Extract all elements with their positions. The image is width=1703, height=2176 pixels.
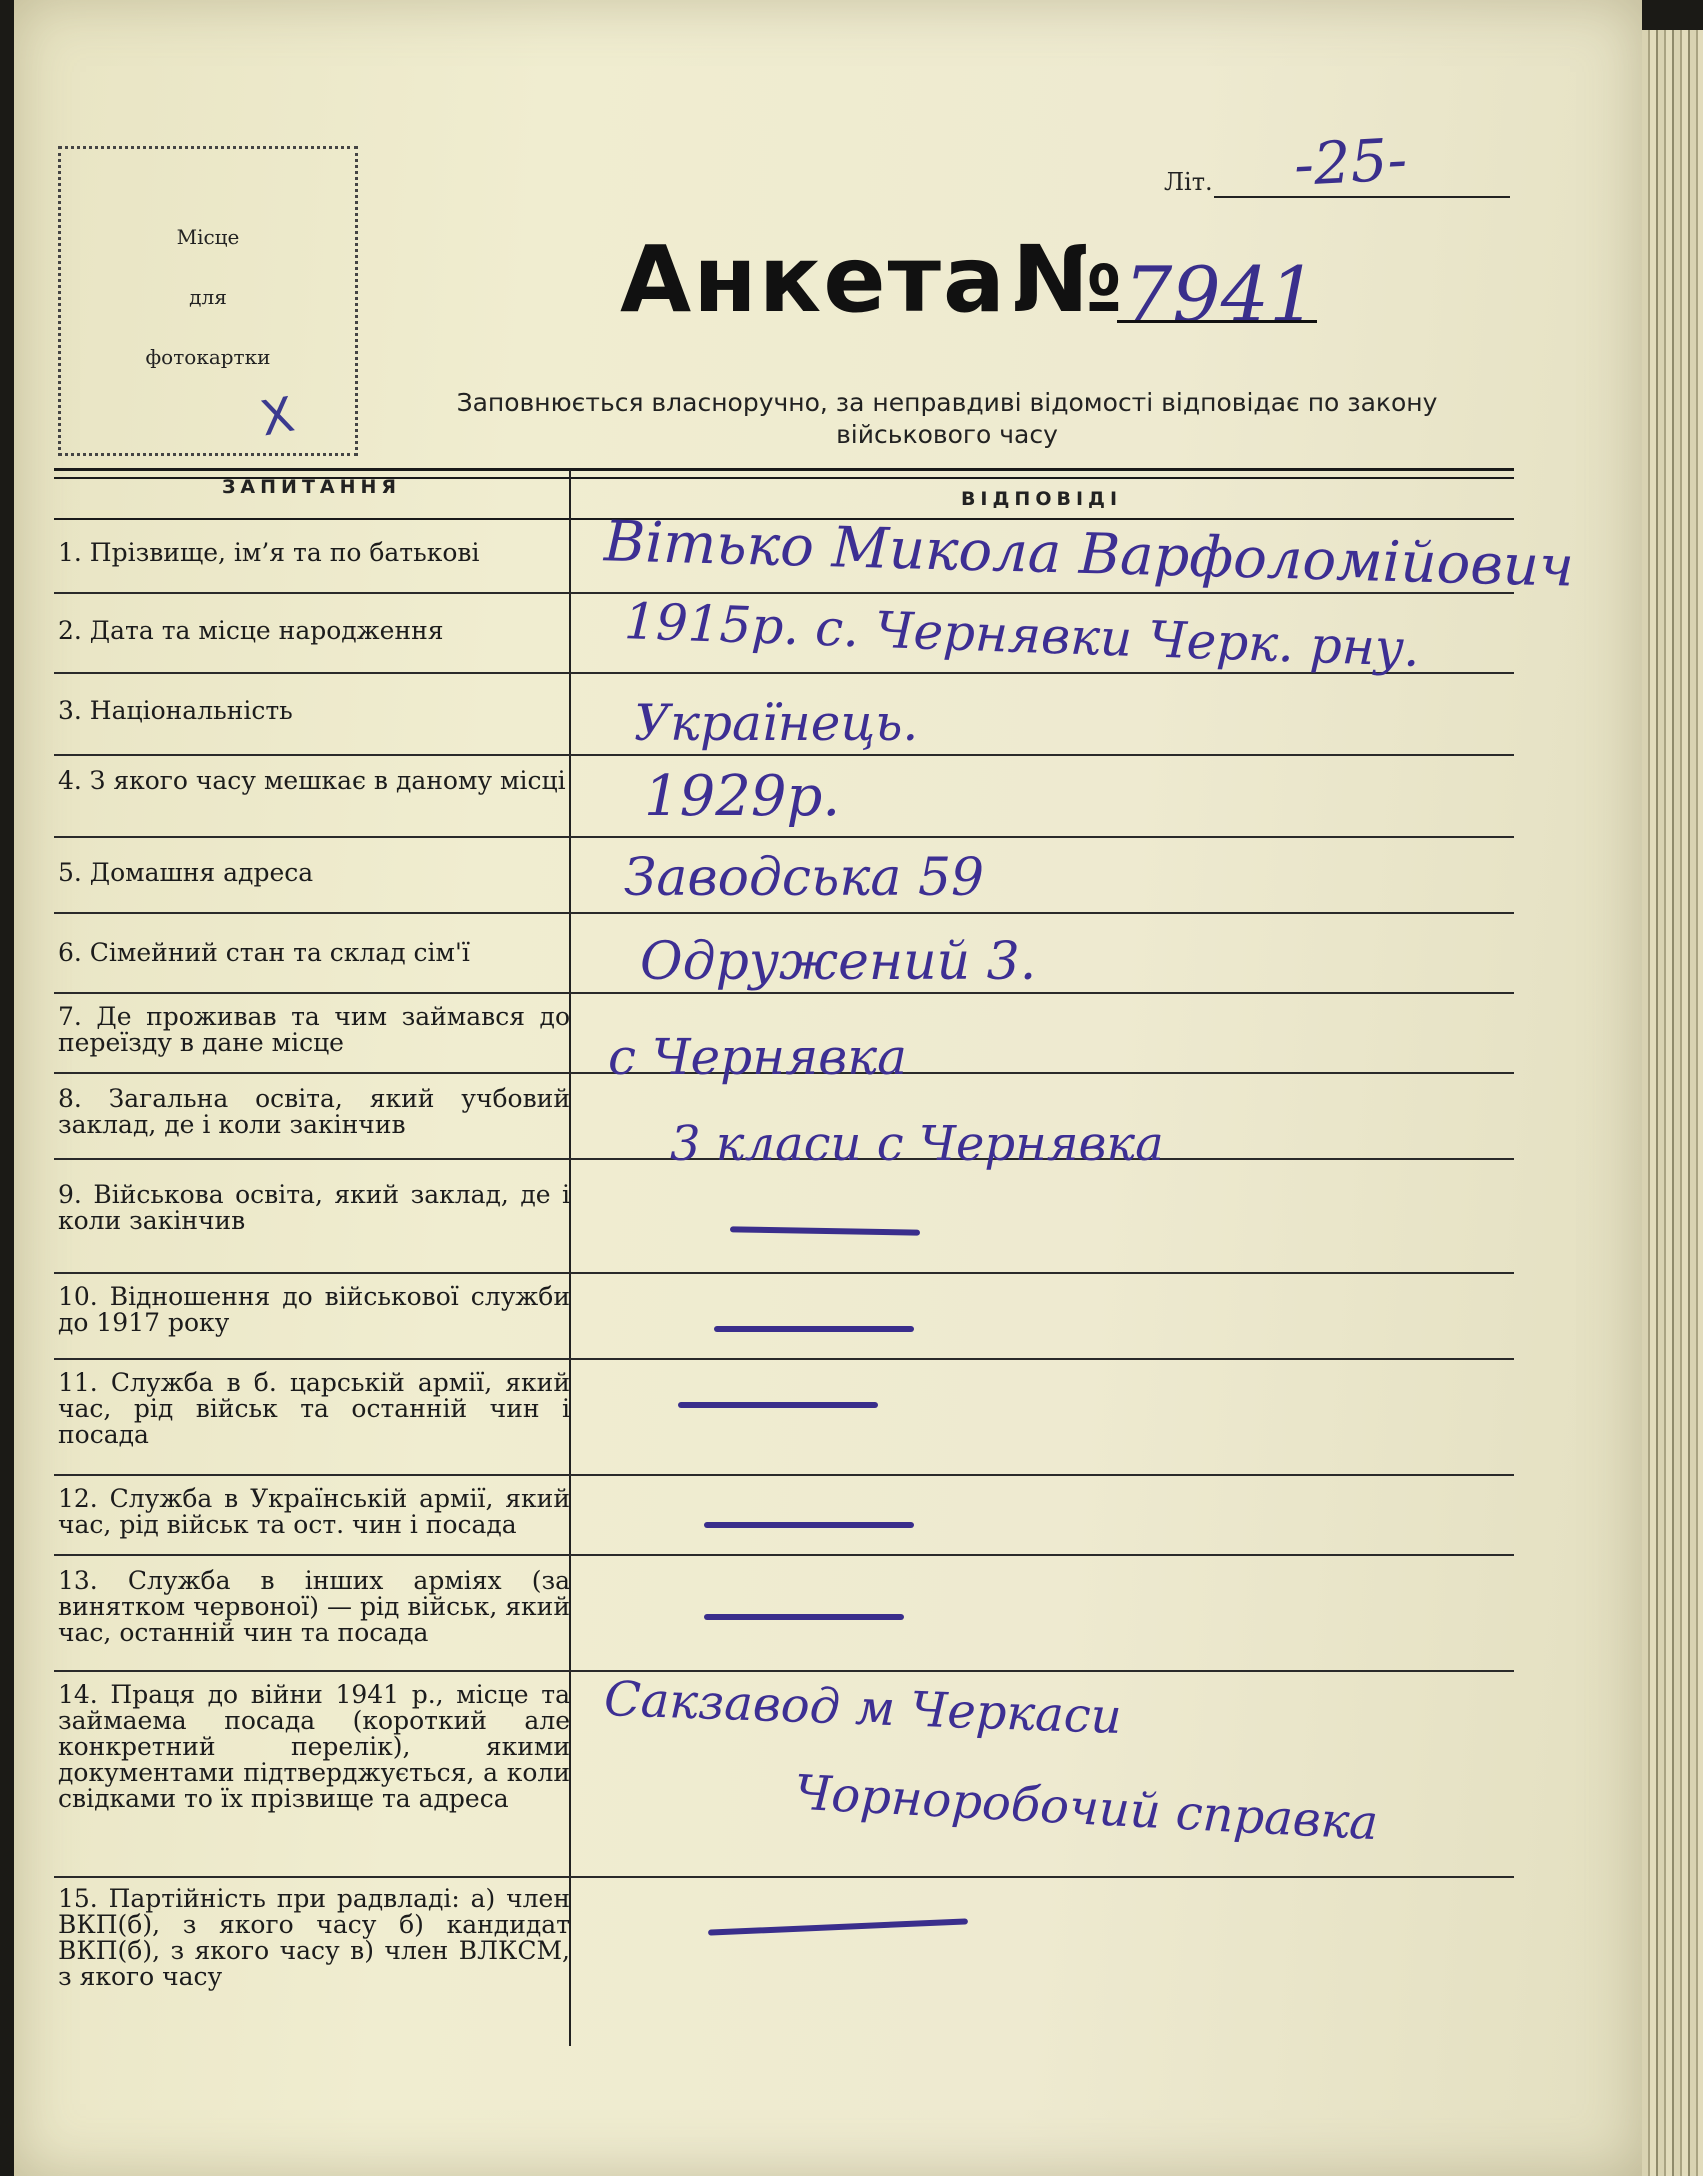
row-divider (54, 836, 1514, 838)
answer-15-dash (708, 1918, 968, 1935)
question-9: 9. Військова освіта, який заклад, де і коли закінчив (58, 1180, 570, 1235)
row-divider (54, 1876, 1514, 1878)
row-divider (54, 754, 1514, 756)
table-top-rule (54, 468, 1514, 471)
form-number: 7941 (1124, 250, 1318, 339)
row-divider (54, 1358, 1514, 1360)
sheet-number: -25- (1292, 125, 1409, 199)
answer-birth: 1915р. с. Чернявки Черк. рну. (623, 592, 1421, 678)
row-divider (54, 1670, 1514, 1672)
answer-nationality: Українець. (634, 694, 919, 752)
question-1: 1. Прізвище, ім’я та по батькові (58, 538, 480, 567)
photo-caption-line2: для (189, 285, 227, 309)
question-10: 10. Відношення до військової служби до 1917 року (58, 1282, 570, 1337)
question-2: 2. Дата та місце народження (58, 616, 444, 645)
answer-work-line2: Чорноробочий справка (792, 1764, 1380, 1852)
question-7: 7. Де проживав та чим займався до переїзду в дане місце (58, 1002, 570, 1057)
answers-header: ВІДПОВІДІ (960, 488, 1123, 510)
instruction-line2: військового часу (836, 420, 1058, 449)
row-divider (54, 1272, 1514, 1274)
answer-13-dash (704, 1614, 904, 1620)
answer-9-dash (730, 1226, 920, 1235)
instruction-line1: Заповнюється власноручно, за неправдиві відомості відповідає по закону (456, 388, 1438, 417)
answer-family: Одружений 3. (640, 932, 1037, 992)
photo-placeholder (58, 146, 358, 456)
question-8: 8. Загальна освіта, який учбовий заклад, де і коли закінчив (58, 1084, 570, 1139)
sheet-number-line (1214, 196, 1510, 198)
question-4: 4. З якого часу мешкає в даному місці (58, 766, 566, 795)
photo-caption-line1: Місце (176, 225, 240, 249)
row-divider (54, 992, 1514, 994)
answer-address: Заводська 59 (624, 848, 985, 908)
question-3: 3. Національність (58, 696, 293, 725)
answer-full-name: Вітько Микола Варфоломійович (603, 509, 1575, 600)
row-divider (54, 1474, 1514, 1476)
question-5: 5. Домашня адреса (58, 858, 314, 887)
answer-10-dash (714, 1326, 914, 1332)
number-sign: № (1012, 226, 1123, 333)
question-12: 12. Служба в Українській армії, який час, рід військ та ост. чин і посада (58, 1484, 570, 1539)
sheet-label: Літ. (1164, 168, 1213, 196)
question-14: 14. Праця до війни 1941 р., місце та займаема посада (короткий але конкретний перелік), якими документами підтверджується, а коли свідками то їх прізвище та адреса (58, 1680, 570, 1813)
row-divider (54, 1554, 1514, 1556)
answer-work-line1: Сакзавод м Черкаси (603, 1670, 1123, 1746)
photo-cross-mark: X (256, 386, 299, 448)
question-15: 15. Партійність при радвладі: а) член ВКП(б), з якого часу б) кандидат ВКП(б), з якого часу в) член ВЛКСМ, з якого часу (58, 1884, 570, 1991)
answer-12-dash (704, 1522, 914, 1528)
question-13: 13. Служба в інших арміях (за винятком червоної) — рід військ, який час, останній чин та посада (58, 1566, 570, 1647)
answer-education: 3 класи с Чернявка (670, 1116, 1164, 1172)
row-divider (54, 912, 1514, 914)
answer-previous-place: с Чернявка (608, 1028, 907, 1086)
form-title: Анкета (620, 226, 1008, 333)
question-11: 11. Служба в б. царській армії, який час, рід військ та останній чин і посада (58, 1368, 570, 1449)
questionnaire-page (14, 0, 1642, 2176)
answer-residence-since: 1929р. (644, 764, 841, 829)
photo-caption-line3: фотокартки (145, 345, 271, 369)
answer-11-dash (678, 1402, 878, 1408)
question-6: 6. Сімейний стан та склад сім'ї (58, 938, 470, 967)
questions-header: ЗАПИТАННЯ (221, 476, 402, 498)
form-number-line (1117, 320, 1317, 323)
